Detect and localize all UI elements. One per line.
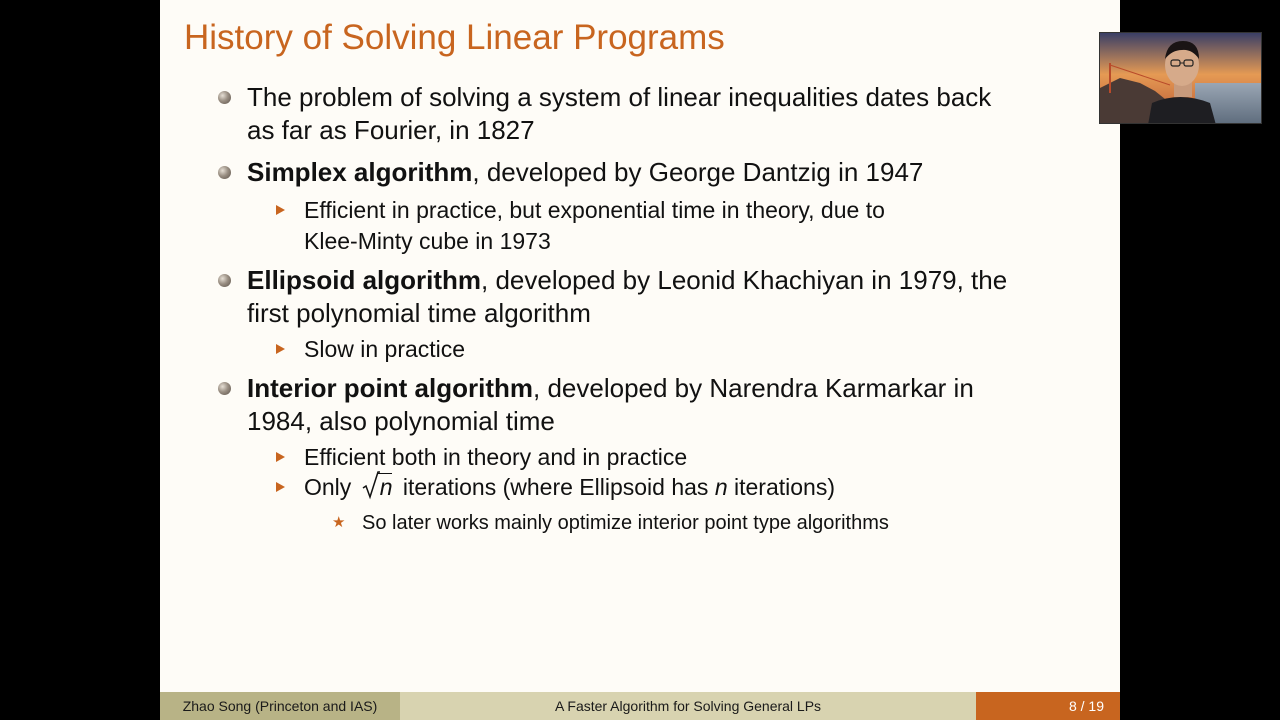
bullet-bold-term: Interior point algorithm [247,373,533,403]
sub-bullet-interior-iterations [304,472,835,503]
bullet-text-line: 1984, also polynomial time [247,406,555,436]
speaker-webcam-video [1099,32,1262,124]
math-variable: n [714,474,728,500]
bullet-item-interior-point [247,372,974,438]
sub-bullet-text-line: Slow in practice [304,336,466,362]
triangle-bullet-icon [276,482,285,492]
sub-bullet-interior-efficient [304,442,687,473]
bullet-item-fourier [247,81,991,147]
sub-bullet-text: iterations) [734,474,835,500]
subsub-bullet-later-works [332,510,889,536]
bullet-item-ellipsoid [247,264,1007,330]
slide-content [160,0,1120,690]
bullet-bold-term: Ellipsoid algorithm [247,265,482,295]
bullet-bold-term: Simplex algorithm [247,157,473,187]
round-bullet-icon [218,274,231,287]
sub-bullet-text-line: Efficient both in theory and in practice [304,444,688,470]
triangle-bullet-icon [276,205,285,215]
triangle-bullet-icon [276,452,285,462]
sub-bullet-text-line: Klee-Minty cube in 1973 [304,228,551,254]
slide-footer [160,692,1120,720]
footer-author: Zhao Song (Princeton and IAS) [160,692,400,720]
bullet-text: , developed by Leonid Khachiyan in 1979, the [481,265,1008,295]
sub-bullet-text-line: Efficient in practice, but exponential time in theory, due to [304,197,885,223]
round-bullet-icon [218,166,231,179]
slide [160,0,1120,720]
bullet-item-simplex [247,156,923,189]
webcam-scene-image [1100,33,1262,124]
star-bullet-icon: ★ [332,514,346,531]
sqrt-variable: n [379,474,393,500]
triangle-bullet-icon [276,344,285,354]
bullet-text-line: first polynomial time algorithm [247,298,591,328]
bullet-text: , developed by George Dantzig in 1947 [472,157,924,187]
footer-page-number: 8 / 19 [976,692,1120,720]
round-bullet-icon [218,382,231,395]
sub-bullet-ellipsoid-slow [304,334,465,365]
sub-bullet-text: iterations (where Ellipsoid has [402,474,709,500]
radical-sign-icon [362,470,380,500]
footer-talk-title: A Faster Algorithm for Solving General LPs [400,692,976,720]
bullet-text-line: as far as Fourier, in 1827 [247,115,535,145]
sqrt-n-formula [362,472,393,503]
round-bullet-icon [218,91,231,104]
bullet-text: , developed by Narendra Karmarkar in [533,373,974,403]
subsub-bullet-text: So later works mainly optimize interior point type algorithms [362,512,889,534]
slide-title: History of Solving Linear Programs [184,18,725,57]
sub-bullet-simplex-practice [304,195,885,257]
sub-bullet-text: Only [304,474,352,500]
bullet-text-line: The problem of solving a system of linear inequalities dates back [247,82,992,112]
